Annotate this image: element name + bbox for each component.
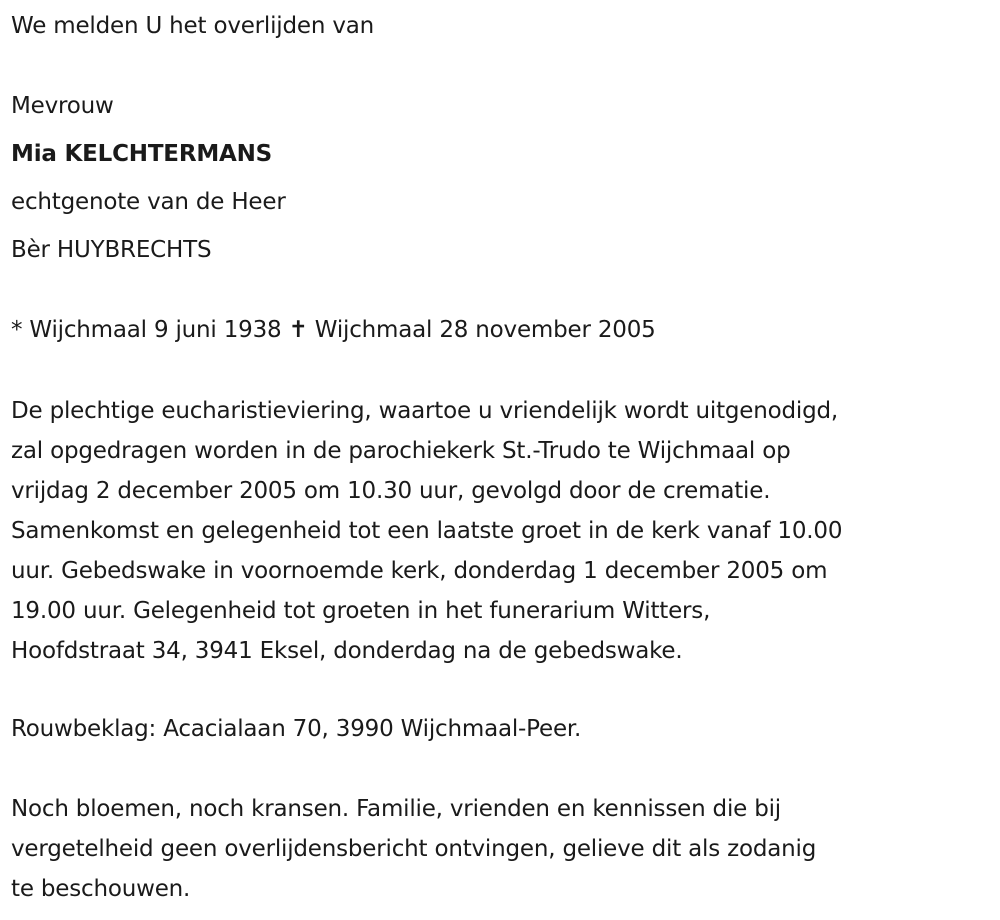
title-text: Mevrouw <box>11 93 114 119</box>
paragraph-line: uur. Gebedswake in voornoemde kerk, donderdag 1 december 2005 om <box>11 558 828 584</box>
spouse-name: Bèr HUYBRECHTS <box>11 237 212 263</box>
intro-text: We melden U het overlijden van <box>11 13 375 39</box>
deceased-name: Mia KELCHTERMANS <box>11 141 273 167</box>
paragraph-line: Noch bloemen, noch kransen. Familie, vrienden en kennissen die bij <box>11 796 781 822</box>
paragraph-line: te beschouwen. <box>11 876 191 902</box>
closing-paragraph <box>11 789 996 909</box>
life-dates <box>11 315 656 345</box>
paragraph-line: De plechtige eucharistieviering, waartoe u vriendelijk wordt uitgenodigd, <box>11 398 839 424</box>
cross-icon: ✝ <box>288 317 308 343</box>
condolence-address: Rouwbeklag: Acacialaan 70, 3990 Wijchmaal-Peer. <box>11 716 582 742</box>
paragraph-line: Hoofdstraat 34, 3941 Eksel, donderdag na de gebedswake. <box>11 638 683 664</box>
paragraph-line: vrijdag 2 december 2005 om 10.30 uur, gevolgd door de crematie. <box>11 478 771 504</box>
relation-text: echtgenote van de Heer <box>11 189 286 215</box>
paragraph-line: vergetelheid geen overlijdensbericht ontvingen, gelieve dit als zodanig <box>11 836 817 862</box>
death-date: Wijchmaal 28 november 2005 <box>314 317 656 343</box>
paragraph-line: zal opgedragen worden in de parochiekerk St.-Trudo te Wijchmaal op <box>11 438 791 464</box>
birth-date: * Wijchmaal 9 juni 1938 <box>11 317 282 343</box>
ceremony-paragraph <box>11 391 996 671</box>
paragraph-line: 19.00 uur. Gelegenheid tot groeten in het funerarium Witters, <box>11 598 711 624</box>
paragraph-line: Samenkomst en gelegenheid tot een laatste groet in de kerk vanaf 10.00 <box>11 518 843 544</box>
